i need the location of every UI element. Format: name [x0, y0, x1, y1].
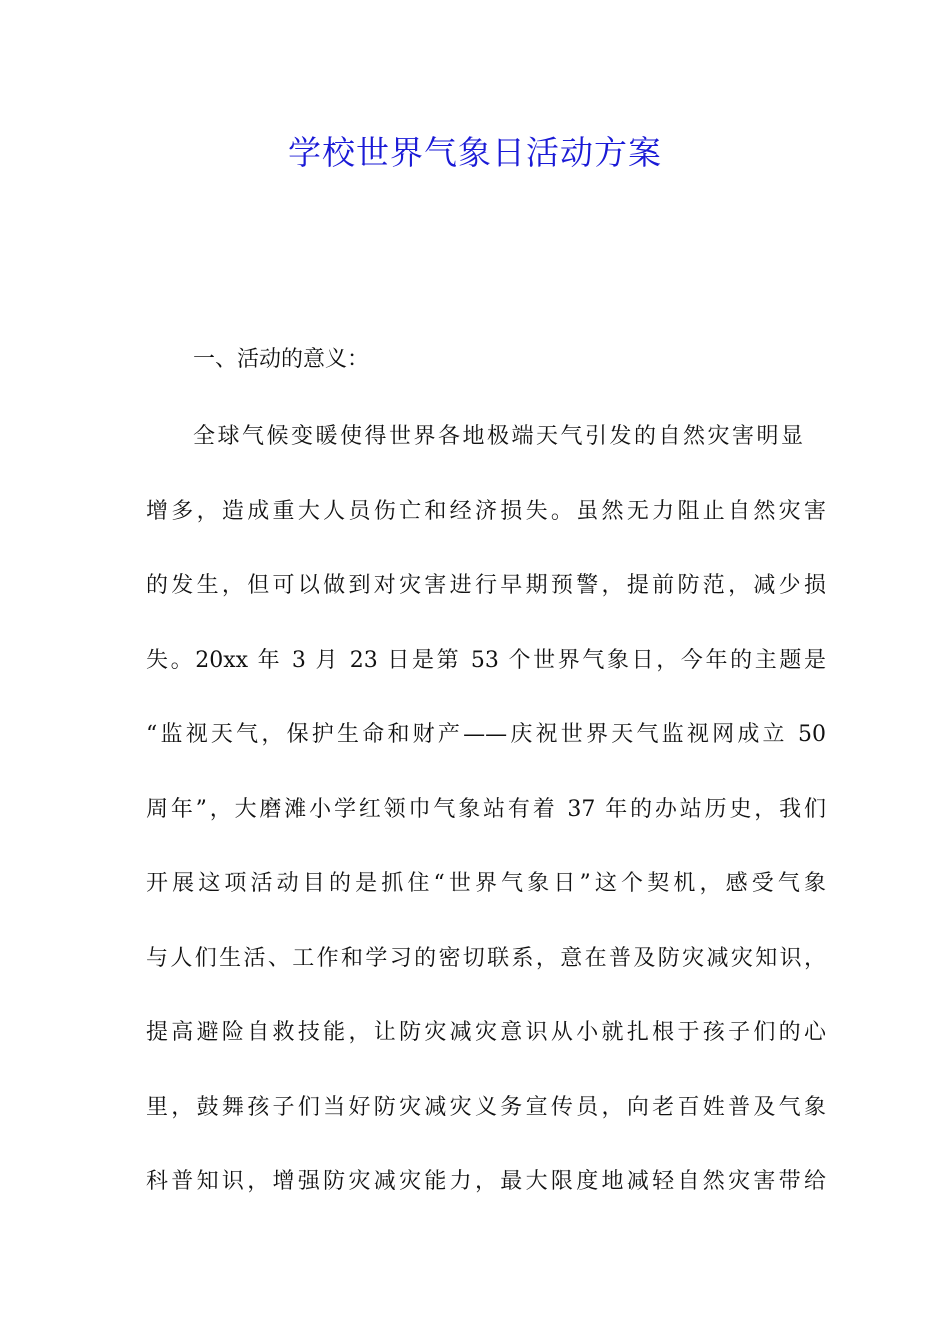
paragraph-line: “监视天气，保护生命和财产——庆祝世界天气监视网成立 50 [146, 722, 826, 747]
paragraph-line: 周年”，大磨滩小学红领巾气象站有着 37 年的办站历史，我们 [146, 797, 826, 822]
paragraph-line: 里，鼓舞孩子们当好防灾减灾义务宣传员，向老百姓普及气象 [146, 1095, 826, 1120]
paragraph-line: 提高避险自救技能，让防灾减灾意识从小就扎根于孩子们的心 [146, 1020, 826, 1045]
paragraph-line: 开展这项活动目的是抓住“世界气象日”这个契机，感受气象 [146, 871, 826, 896]
paragraph-line: 科普知识，增强防灾减灾能力，最大限度地减轻自然灾害带给 [146, 1169, 826, 1194]
paragraph-line: 与人们生活、工作和学习的密切联系，意在普及防灾减灾知识， [146, 946, 826, 971]
paragraph-line: 全球气候变暖使得世界各地极端天气引发的自然灾害明显 [193, 424, 803, 449]
paragraph-line: 的发生，但可以做到对灾害进行早期预警，提前防范，减少损 [146, 573, 826, 598]
section-heading: 一、活动的意义： [193, 347, 370, 372]
page-title: 学校世界气象日活动方案 [288, 133, 662, 172]
paragraph-line: 失。20xx 年 3 月 23 日是第 53 个世界气象日，今年的主题是 [146, 648, 826, 673]
paragraph-line: 增多，造成重大人员伤亡和经济损失。虽然无力阻止自然灾害 [146, 499, 826, 524]
